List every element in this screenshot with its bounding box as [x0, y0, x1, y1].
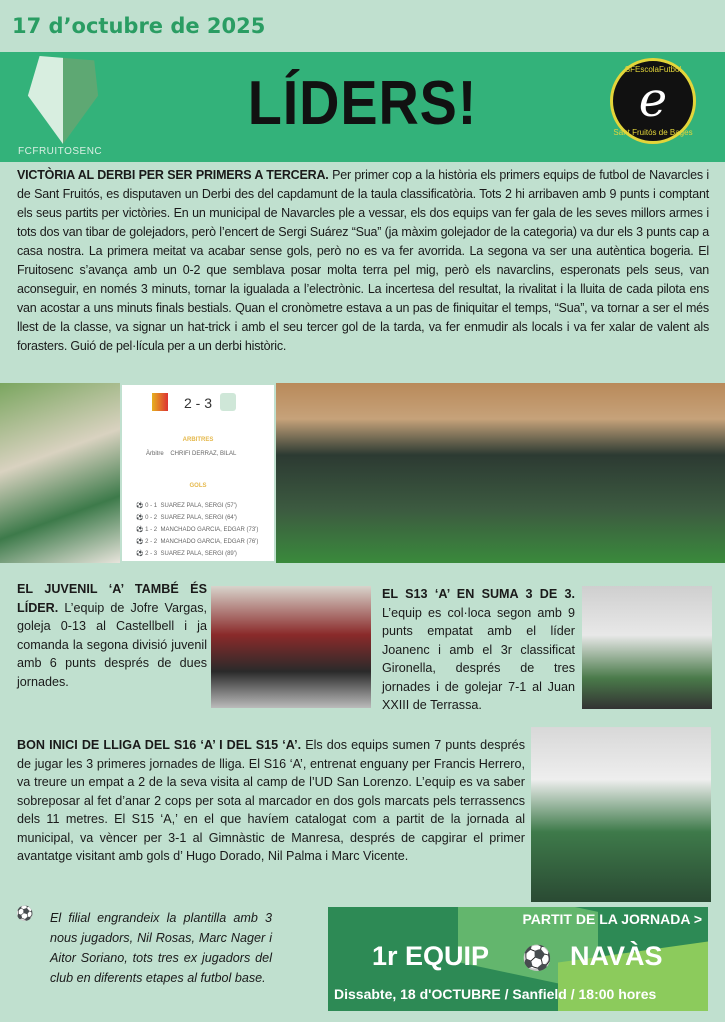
fruitosenc-crest-icon: [220, 393, 236, 411]
referees-label: ARBITRES: [182, 437, 214, 443]
referee-role: Àrbitre: [146, 451, 164, 457]
juvenil-body: L’equip de Jofre Vargas, goleja 0-13 al Castellbell i ja comanda la segona divisió juvenil amb 6 punts després de dues jornades.: [17, 600, 207, 689]
goal-item: ⚽ 1 - 2 MANCHADO GARCIA, EDGAR (73'): [136, 527, 259, 533]
s16-article: [17, 736, 525, 866]
scorecard: [122, 385, 274, 561]
s16-body: Els dos equips sumen 7 punts després de jugar les 3 primeres jornades de lliga. El S16 ‘A’, entrenat enguany per Francis Herrero, va treure un empat a 2 de la seva visita al camp de l’UD San Lorenzo. L’equip es va saber sobreposar al fet d’anar 2 cops per sota al marcador en dos gols marcats pels terrassencs dels 11 metres. El S15 ‘A,’ en el que havíem catalogat com a partit de la jornada al municipal, va vèncer per 3-1 al Gimnàstic de Manresa, després de capgirar el primer avantatge visitant amb gols d’ Hugo Dorado, Nil Palma i Marc Vicente.: [17, 738, 525, 863]
soccer-ball-icon: ⚽: [522, 945, 552, 972]
fc-fruitosenc-logo-text: FCFRUITOSENC: [18, 146, 103, 157]
goal-item: ⚽ 0 - 1 SUAREZ PALA, SERGI (57'): [136, 503, 237, 509]
issue-date: 17 d’octubre de 2025: [12, 14, 266, 38]
goal-item: ⚽ 2 - 3 SUAREZ PALA, SERGI (89'): [136, 551, 237, 557]
s13-body: L’equip es col·loca segon amb 9 punts empatat amb el líder Joanenc i amb el 3r classificat Gironella, després de tres jornades i de golejar 7-1 al Juan XXIII de Terrassa.: [382, 605, 575, 712]
juvenil-article: [17, 580, 207, 691]
s13-article: [382, 585, 575, 715]
main-article-body: Per primer cop a la història els primers equips de futbol de Navarcles i de Sant Fruitós, es disputaven un Derbi des del capdamunt de la taula classificatòria. Tots 2 hi arribaven amb 9 punts i comptant els seus partits per victòries. En un municipal de Navarcles ple a vessar, els dos equips van fer gala de les seves millors armes i tots dos van tibar de golejadors, però l’encert de Sergi Suárez “Sua” (ja màxim golejador de la categoria) va dur els 3 punts cap a casa nostra. La primera meitat va acabar sense gols, però no es va fer avorrida. La segona va ser una autèntica bogeria. El Fruitosenc s’avança amb un 0-2 que semblava posar molta terra pel mig, però els navarclins, esperonats pels seus, van aconseguir, en només 3 minuts, tornar la igualada a l’electrònic. La incertesa del resultat, la rivalitat i la lluita de cada pilota ens van acostar a uns minuts finals bestials. Quan el cronòmetre estava a un pas de finiquitar el temps, “Sua”, va tornar a ser el més llest de la classe, va signar un hat-trick i amb el seu tercer gol de la tarda, va fer enmudir als locals i va fer xalar de valent als forasters. Guió de pel·lícula per a un derbi històric.: [17, 168, 709, 353]
s13-heading: EL S13 ‘A’ EN SUMA 3 DE 3.: [382, 587, 575, 601]
goal-item: ⚽ 2 - 2 MANCHADO GARCIA, EDGAR (76'): [136, 539, 259, 545]
match-details: Dissabte, 18 d'OCTUBRE / Sanfield / 18:00 hores: [334, 986, 657, 1002]
away-team: NAVÀS: [570, 941, 663, 971]
logo-e-icon: e: [638, 72, 668, 128]
home-team: 1r EQUIP: [372, 941, 490, 971]
escola-futbol-logo: [610, 58, 696, 144]
page-title: LÍDERS!: [247, 69, 478, 138]
referee-row: [146, 451, 236, 457]
s16-photo: [531, 727, 711, 902]
referee-name: CHRIFI DERRAZ, BILAL: [170, 451, 237, 457]
juvenil-heading: EL JUVENIL ‘A’ TAMBÉ ÉS LÍDER.: [17, 582, 207, 615]
goal-item: ⚽ 0 - 2 SUAREZ PALA, SERGI (64'): [136, 515, 237, 521]
final-score: 2 - 3: [183, 395, 212, 411]
filial-note: El filial engrandeix la plantilla amb 3 nous jugadors, Nil Rosas, Marc Nager i Aitor Soriano, tots tres ex jugadors del club en diferents etapes al futbol base.: [50, 911, 272, 985]
goals-list: [136, 500, 258, 560]
header-band: [0, 52, 725, 162]
main-article-heading: VICTÒRIA AL DERBI PER SER PRIMERS A TERCERA.: [17, 168, 329, 182]
s13-photo: [582, 586, 712, 709]
main-article: [17, 166, 709, 356]
logo-top-text: SFEscolaFutbol: [624, 65, 682, 74]
s16-heading: BON INICI DE LLIGA DEL S16 ‘A’ I DEL S15 ‘A’.: [17, 738, 302, 752]
celebration-photo: [0, 383, 120, 563]
goals-label: GOLS: [189, 483, 207, 489]
match-of-the-day[interactable]: [328, 907, 708, 1011]
logo-bottom-text: Sant Fruitós de Bages: [613, 128, 693, 137]
juvenil-photo: [211, 586, 371, 708]
team-group-photo: [276, 383, 725, 563]
match-of-day-link[interactable]: PARTIT DE LA JORNADA >: [522, 911, 702, 927]
soccer-ball-icon: ⚽: [16, 905, 34, 921]
